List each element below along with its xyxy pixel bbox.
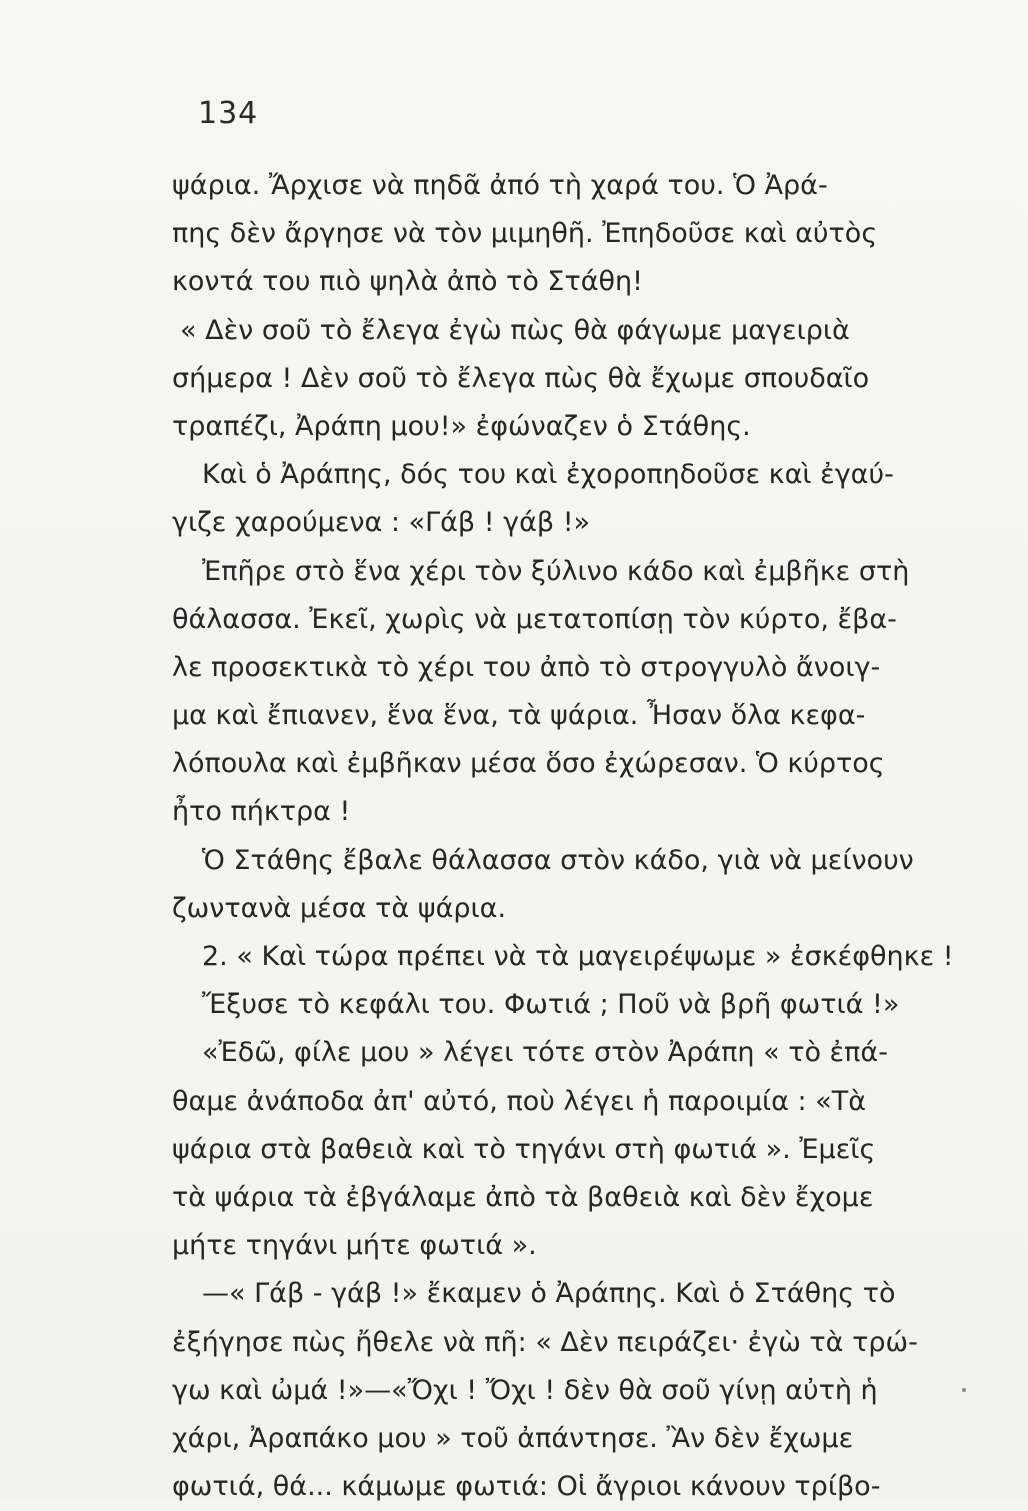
text-line: γω καὶ ὠμά !»—«Ὄχι ! Ὄχι ! δὲν θὰ σοῦ γίνῃ αὐτὴ ἡ bbox=[172, 1374, 878, 1406]
text-line: θαμε ἀνάποδα ἀπ' αὐτό, ποὺ λέγει ἡ παροιμία : «Τὰ bbox=[172, 1085, 867, 1117]
body-text bbox=[172, 162, 972, 1511]
text-line: φωτιά, θά... κάμωμε φωτιά: Οἱ ἄγριοι κάνουν τρίβο- bbox=[172, 1471, 881, 1503]
text-line: ψάρια στὰ βαθειὰ καὶ τὸ τηγάνι στὴ φωτιά ». Ἐμεῖς bbox=[172, 1133, 876, 1165]
text-line: θάλασσα. Ἐκεῖ, χωρὶς νὰ μετατοπίσῃ τὸν κύρτο, ἔβα- bbox=[172, 603, 897, 635]
text-line: Ἐπῆρε στὸ ἕνα χέρι τὸν ξύλινο κάδο καὶ ἐμβῆκε στὴ bbox=[202, 555, 910, 587]
print-speck bbox=[962, 1388, 966, 1392]
text-line: λόπουλα καὶ ἐμβῆκαν μέσα ὅσο ἐχώρεσαν. Ὁ κύρτος bbox=[172, 748, 885, 780]
page-number: 134 bbox=[198, 96, 259, 131]
text-line: « Δὲν σοῦ τὸ ἔλεγα ἐγὼ πὼς θὰ φάγωμε μαγειριὰ bbox=[180, 314, 850, 346]
text-line: ψάρια. Ἄρχισε νὰ πηδᾶ ἀπό τὴ χαρά του. Ὁ Ἀρά- bbox=[172, 170, 828, 201]
text-line: Ἔξυσε τὸ κεφάλι του. Φωτιά ; Ποῦ νὰ βρῆ φωτιά !» bbox=[202, 989, 900, 1021]
text-line: λε προσεκτικὰ τὸ χέρι του ἀπὸ τὸ στρογγυλὸ ἄνοιγ- bbox=[172, 651, 881, 683]
text-line: γιζε χαρούμενα : «Γάβ ! γάβ !» bbox=[172, 507, 591, 539]
text-line: «Ἐδῶ, φίλε μου » λέγει τότε στὸν Ἀράπη « τὸ ἐπά- bbox=[202, 1037, 888, 1069]
text-line: Καὶ ὁ Ἀράπης, δός του καὶ ἐχοροπηδοῦσε καὶ ἐγαύ- bbox=[202, 459, 894, 491]
text-line: —« Γάβ - γάβ !» ἔκαμεν ὁ Ἀράπης. Καὶ ὁ Στάθης τὸ bbox=[202, 1278, 896, 1310]
text-line: τὰ ψάρια τὰ ἐβγάλαμε ἀπὸ τὰ βαθειὰ καὶ δὲν ἔχομε bbox=[172, 1181, 874, 1213]
text-line: 2. « Καὶ τώρα πρέπει νὰ τὰ μαγειρέψωμε » ἐσκέφθηκε ! bbox=[202, 941, 954, 972]
text-line: ζωντανὰ μέσα τὰ ψάρια. bbox=[172, 892, 507, 924]
text-line: μα καὶ ἔπιανεν, ἕνα ἕνα, τὰ ψάρια. Ἦσαν ὅλα κεφα- bbox=[172, 700, 866, 732]
text-line: σήμερα ! Δὲν σοῦ τὸ ἔλεγα πὼς θὰ ἔχωμε σπουδαῖο bbox=[172, 362, 870, 394]
text-line: χάρι, Ἀραπάκο μου » τοῦ ἀπάντησε. Ἂν δὲν ἔχωμε bbox=[172, 1422, 854, 1454]
text-line: κοντά του πιὸ ψηλὰ ἀπὸ τὸ Στάθη! bbox=[172, 266, 643, 298]
text-line: ἐξήγησε πὼς ἤθελε νὰ πῆ: « Δὲν πειράζει· ἐγὼ τὰ τρώ- bbox=[172, 1326, 918, 1358]
text-line: πης δὲν ἄργησε νὰ τὸν μιμηθῆ. Ἐπηδοῦσε καὶ αὐτὸς bbox=[172, 218, 878, 250]
text-line: ἦτο πήκτρα ! bbox=[172, 796, 351, 828]
text-line: Ὁ Στάθης ἔβαλε θάλασσα στὸν κάδο, γιὰ νὰ μείνουν bbox=[202, 844, 914, 876]
text-line: τραπέζι, Ἀράπη μου!» ἐφώναζεν ὁ Στάθης. bbox=[172, 410, 751, 442]
text-line: μήτε τηγάνι μήτε φωτιά ». bbox=[172, 1230, 537, 1262]
